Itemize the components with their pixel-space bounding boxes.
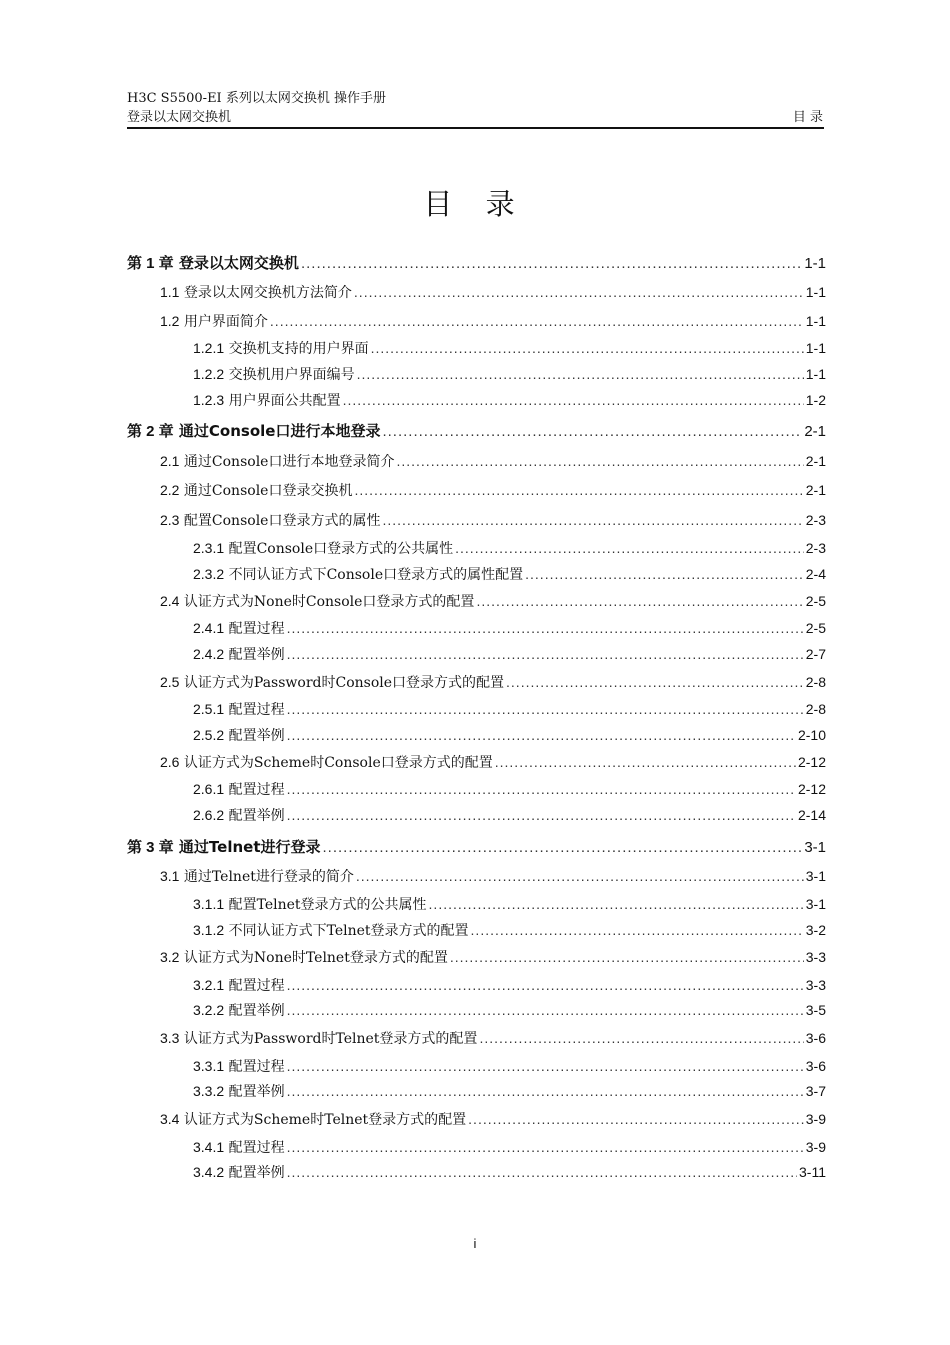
toc-entry-page: 2-12 [797, 781, 826, 797]
toc-entry-number: 3.2.2 [193, 1002, 225, 1018]
toc-entry-title: 认证方式为Password时Console口登录方式的配置 [183, 675, 505, 691]
toc-entry-number: 3.4.2 [193, 1164, 225, 1180]
toc-entry-page: 1-2 [805, 392, 826, 408]
toc-dot-leader [455, 538, 804, 558]
toc-entry-page: 1-1 [805, 340, 826, 356]
toc-entry-title: 交换机支持的用户界面 [228, 341, 369, 357]
toc-entry-page: 3-3 [805, 949, 826, 965]
toc-section-entry[interactable] [160, 480, 826, 500]
toc-entry-page: 3-6 [805, 1058, 826, 1074]
toc-section-entry[interactable] [193, 1000, 826, 1020]
toc-dot-leader [382, 510, 803, 530]
toc-dot-leader [471, 920, 804, 940]
toc-entry-number: 1.2.3 [193, 392, 225, 408]
toc-entry-page: 3-9 [805, 1111, 826, 1127]
toc-chapter-entry[interactable] [127, 837, 826, 857]
toc-dot-leader [287, 725, 796, 745]
toc-entry-title: 配置举例 [228, 808, 285, 824]
toc-entry-number: 3.1.2 [193, 922, 225, 938]
toc-entry-title: 登录以太网交换机 [178, 254, 299, 272]
toc-entry-page: 1-1 [805, 284, 826, 300]
toc-entry-title: 配置举例 [228, 1003, 285, 1019]
toc-entry-number: 1.1 [160, 284, 180, 300]
toc-entry-number: 2.3.2 [193, 566, 225, 582]
toc-entry-page: 1-1 [805, 366, 826, 382]
toc-entry-page: 3-1 [805, 868, 826, 884]
toc-dot-leader [287, 644, 804, 664]
toc-section-entry[interactable] [193, 390, 826, 410]
toc-entry-title: 认证方式为None时Console口登录方式的配置 [183, 594, 475, 610]
toc-dot-leader [396, 451, 803, 471]
toc-entry-page: 2-5 [805, 593, 826, 609]
toc-entry-page: 2-12 [797, 754, 826, 770]
toc-entry-title: 认证方式为Scheme时Console口登录方式的配置 [183, 755, 493, 771]
toc-entry-number: 2.5.2 [193, 727, 225, 743]
toc-dot-leader [323, 838, 803, 858]
toc-section-entry[interactable] [160, 1028, 826, 1048]
toc-section-entry[interactable] [160, 510, 826, 530]
toc-entry-title: 认证方式为Password时Telnet登录方式的配置 [183, 1031, 478, 1047]
toc-entry-number: 2.5 [160, 674, 180, 690]
header-rule [127, 127, 824, 129]
toc-section-entry[interactable] [160, 451, 826, 471]
toc-dot-leader [371, 338, 804, 358]
toc-dot-leader [287, 779, 796, 799]
header-manual-title: H3C S5500-EI 系列以太网交换机 操作手册 [127, 91, 386, 106]
toc-entry-number: 2.6 [160, 754, 180, 770]
toc-section-entry[interactable] [160, 282, 826, 302]
toc-dot-leader [354, 282, 804, 302]
toc-dot-leader [495, 752, 796, 772]
toc-entry-title: 通过Console口进行本地登录 [178, 422, 381, 440]
toc-entry-title: 通过Telnet进行登录 [178, 838, 321, 856]
toc-entry-page: 3-1 [804, 839, 826, 856]
toc-entry-number: 2.2 [160, 482, 180, 498]
toc-section-entry[interactable] [193, 1137, 826, 1157]
toc-dot-leader [450, 947, 804, 967]
toc-entry-title: 不同认证方式下Telnet登录方式的配置 [228, 923, 469, 939]
toc-section-entry[interactable] [193, 1081, 826, 1101]
toc-section-entry[interactable] [193, 779, 826, 799]
toc-entry-number: 3.1 [160, 868, 180, 884]
toc-entry-title: 认证方式为None时Telnet登录方式的配置 [183, 950, 448, 966]
toc-entry-number: 3.3 [160, 1030, 180, 1046]
toc-entry-number: 1.2.2 [193, 366, 225, 382]
toc-entry-number: 2.3.1 [193, 540, 225, 556]
toc-section-entry[interactable] [193, 1056, 826, 1076]
toc-entry-title: 不同认证方式下Console口登录方式的属性配置 [228, 567, 524, 583]
toc-section-entry[interactable] [193, 894, 826, 914]
toc-entry-page: 3-9 [805, 1139, 826, 1155]
toc-entry-number: 2.4.2 [193, 646, 225, 662]
toc-entry-title: 用户界面公共配置 [228, 393, 341, 409]
toc-entry-title: 配置举例 [228, 1084, 285, 1100]
toc-section-entry[interactable] [193, 1162, 826, 1182]
toc-dot-leader [382, 422, 802, 442]
toc-entry-title: 配置举例 [228, 728, 285, 744]
toc-section-entry[interactable] [193, 564, 826, 584]
toc-entry-title: 配置过程 [228, 782, 285, 798]
toc-dot-leader [301, 254, 802, 274]
page-number: i [473, 1236, 477, 1251]
toc-section-entry[interactable] [160, 866, 826, 886]
toc-entry-number: 3.1.1 [193, 896, 225, 912]
toc-dot-leader [287, 1000, 804, 1020]
toc-dot-leader [343, 390, 804, 410]
toc-dot-leader [270, 311, 804, 331]
toc-entry-title: 配置Console口登录方式的属性 [183, 513, 381, 529]
toc-entry-page: 2-8 [805, 701, 826, 717]
toc-entry-title: 通过Telnet进行登录的简介 [183, 869, 354, 885]
toc-section-entry[interactable] [193, 364, 826, 384]
toc-entry-title: 配置过程 [228, 978, 285, 994]
toc-entry-title: 配置过程 [228, 702, 285, 718]
toc-section-entry[interactable] [160, 311, 826, 331]
toc-section-entry[interactable] [193, 644, 826, 664]
toc-section-entry[interactable] [193, 805, 826, 825]
toc-entry-page: 1-1 [804, 255, 826, 272]
toc-entry-number: 2.1 [160, 453, 180, 469]
toc-entry-page: 2-1 [805, 453, 826, 469]
toc-entry-page: 3-6 [805, 1030, 826, 1046]
toc-entry-page: 2-5 [805, 620, 826, 636]
toc-dot-leader [287, 699, 804, 719]
toc-entry-page: 2-1 [805, 482, 826, 498]
toc-entry-title: 配置过程 [228, 1059, 285, 1075]
toc-entry-page: 2-14 [797, 807, 826, 823]
toc-entry-title: 配置Telnet登录方式的公共属性 [228, 897, 427, 913]
toc-entry-number: 2.4.1 [193, 620, 225, 636]
toc-entry-title: 用户界面简介 [183, 314, 268, 330]
toc-entry-page: 3-3 [805, 977, 826, 993]
toc-entry-number: 1.2.1 [193, 340, 225, 356]
toc-dot-leader [429, 894, 804, 914]
toc-dot-leader [354, 480, 803, 500]
toc-dot-leader [506, 672, 804, 692]
toc-dot-leader [287, 1162, 797, 1182]
toc-entry-title: 交换机用户界面编号 [228, 367, 355, 383]
toc-dot-leader [468, 1109, 804, 1129]
toc-dot-leader [287, 618, 804, 638]
toc-entry-title: 通过Console口登录交换机 [183, 483, 353, 499]
toc-entry-page: 3-1 [805, 896, 826, 912]
toc-entry-number: 3.4.1 [193, 1139, 225, 1155]
toc-entry-number: 3.3.1 [193, 1058, 225, 1074]
toc-section-entry[interactable] [193, 920, 826, 940]
toc-entry-page: 2-10 [797, 727, 826, 743]
toc-entry-number: 第 3 章 [127, 839, 174, 856]
toc-section-entry[interactable] [193, 975, 826, 995]
toc-entry-number: 3.2 [160, 949, 180, 965]
toc-entry-page: 2-1 [804, 423, 826, 440]
toc-entry-title: 认证方式为Scheme时Telnet登录方式的配置 [183, 1112, 467, 1128]
toc-section-entry[interactable] [193, 699, 826, 719]
toc-section-entry[interactable] [160, 947, 826, 967]
toc-entry-page: 2-7 [805, 646, 826, 662]
toc-entry-title: 配置举例 [228, 647, 285, 663]
toc-dot-leader [479, 1028, 803, 1048]
toc-entry-number: 2.4 [160, 593, 180, 609]
toc-entry-number: 3.2.1 [193, 977, 225, 993]
toc-title: 目 录 [423, 187, 527, 221]
toc-entry-number: 1.2 [160, 313, 180, 329]
toc-dot-leader [476, 591, 803, 611]
toc-entry-title: 配置过程 [228, 621, 285, 637]
toc-entry-page: 3-11 [799, 1164, 826, 1180]
toc-dot-leader [287, 975, 804, 995]
toc-entry-page: 1-1 [805, 313, 826, 329]
toc-entry-page: 2-8 [805, 674, 826, 690]
toc-dot-leader [525, 564, 804, 584]
toc-entry-page: 2-4 [805, 566, 826, 582]
toc-entry-number: 3.4 [160, 1111, 180, 1127]
toc-entry-number: 3.3.2 [193, 1083, 225, 1099]
toc-entry-page: 2-3 [805, 512, 826, 528]
toc-section-entry[interactable] [160, 752, 826, 772]
toc-entry-number: 2.6.2 [193, 807, 225, 823]
toc-dot-leader [287, 1137, 804, 1157]
toc-entry-title: 配置Console口登录方式的公共属性 [228, 541, 454, 557]
toc-section-entry[interactable] [160, 591, 826, 611]
toc-dot-leader [287, 1081, 804, 1101]
toc-entry-number: 2.5.1 [193, 701, 225, 717]
toc-chapter-entry[interactable] [127, 253, 826, 273]
toc-entry-title: 配置过程 [228, 1140, 285, 1156]
toc-entry-number: 2.3 [160, 512, 180, 528]
toc-section-entry[interactable] [160, 672, 826, 692]
toc-entry-title: 通过Console口进行本地登录简介 [183, 454, 395, 470]
toc-dot-leader [287, 805, 796, 825]
toc-section-entry[interactable] [193, 618, 826, 638]
toc-section-entry[interactable] [193, 338, 826, 358]
toc-entry-page: 2-3 [805, 540, 826, 556]
toc-section-entry[interactable] [193, 725, 826, 745]
toc-section-entry[interactable] [193, 538, 826, 558]
toc-section-entry[interactable] [160, 1109, 826, 1129]
toc-entry-title: 配置举例 [228, 1165, 285, 1181]
toc-entry-page: 3-2 [805, 922, 826, 938]
toc-dot-leader [357, 364, 804, 384]
toc-entry-number: 第 1 章 [127, 255, 174, 272]
toc-entry-number: 第 2 章 [127, 423, 174, 440]
toc-chapter-entry[interactable] [127, 421, 826, 441]
toc-dot-leader [287, 1056, 804, 1076]
toc-entry-page: 3-5 [805, 1002, 826, 1018]
header-toc-label: 目 录 [792, 110, 823, 125]
toc-entry-number: 2.6.1 [193, 781, 225, 797]
toc-entry-page: 3-7 [805, 1083, 826, 1099]
header-section-title: 登录以太网交换机 [127, 110, 232, 125]
toc-entry-title: 登录以太网交换机方法简介 [183, 285, 352, 301]
toc-dot-leader [356, 866, 804, 886]
